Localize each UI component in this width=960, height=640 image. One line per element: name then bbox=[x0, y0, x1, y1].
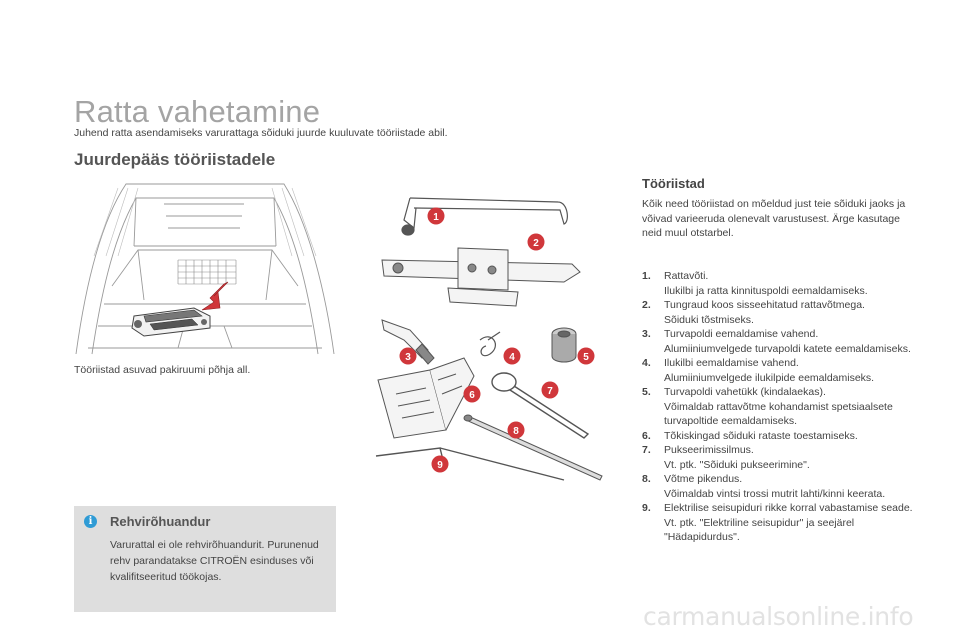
tool-number: 9. bbox=[642, 502, 651, 514]
callout-5: 5 bbox=[583, 352, 589, 363]
hub-cap-tool-icon bbox=[480, 332, 500, 356]
tools-list bbox=[642, 269, 914, 545]
tool-number: 1. bbox=[642, 270, 651, 282]
callout-1: 1 bbox=[433, 212, 439, 223]
tool-detail: Alumiiniumvelgede ilukilpide eemaldamiseks. bbox=[664, 371, 875, 384]
section-title-tool-access: Juurdepääs tööriistadele bbox=[74, 150, 276, 169]
jack-icon bbox=[382, 248, 580, 306]
towing-eye-icon bbox=[492, 373, 588, 438]
callout-2: 2 bbox=[533, 238, 539, 249]
tools-intro: Kõik need tööriistad on mõeldud just teie sõiduki jaoks ja võivad varieeruda olenevalt varustusest. Ärge kasutage neid muul otstarbel. bbox=[642, 198, 906, 239]
tool-item-1 bbox=[642, 269, 914, 298]
tool-number: 3. bbox=[642, 328, 651, 340]
page-subtitle: Juhend ratta asendamiseks varurattaga sõiduki juurde kuuluvate tööriistade abil. bbox=[74, 127, 448, 139]
tool-item-2 bbox=[642, 298, 914, 327]
wheel-chock-icon bbox=[378, 358, 474, 438]
callout-9: 9 bbox=[437, 460, 443, 471]
trunk-image-caption: Tööriistad asuvad pakiruumi põhja all. bbox=[74, 364, 251, 376]
tool-detail: Sõiduki tõstmiseks. bbox=[664, 313, 754, 326]
tool-item-7 bbox=[642, 443, 914, 472]
tool-name: Tõkiskingad sõiduki rataste toestamiseks. bbox=[664, 429, 858, 442]
tools-title: Tööriistad bbox=[642, 176, 705, 191]
trunk-illustration bbox=[74, 176, 336, 356]
info-icon: i bbox=[84, 515, 97, 528]
tool-item-3 bbox=[642, 327, 914, 356]
info-box-text: Varurattal ei ole rehvirõhuandurit. Purunenud rehv parandatakse CITROËN esinduses või kvalifitseeritud töökojas. bbox=[110, 539, 319, 583]
tool-number: 8. bbox=[642, 473, 651, 485]
tool-item-6 bbox=[642, 429, 914, 444]
tool-detail: Võimaldab vintsi trossi mutrit lahti/kinni keerata. bbox=[664, 487, 886, 500]
tool-item-9 bbox=[642, 501, 914, 545]
tool-number: 5. bbox=[642, 386, 651, 398]
tool-name: Võtme pikendus. bbox=[664, 473, 743, 485]
info-box-tpms bbox=[74, 506, 336, 612]
callout-6: 6 bbox=[469, 390, 475, 401]
tool-name: Turvapoldi vahetükk (kindalaekas). bbox=[664, 386, 826, 398]
tool-name: Pukseerimissilmus. bbox=[664, 444, 754, 456]
tool-detail: Vt. ptk. "Sõiduki pukseerimine". bbox=[664, 458, 810, 471]
info-box-title: Rehvirõhuandur bbox=[110, 514, 211, 529]
adapter-icon bbox=[552, 328, 576, 362]
tool-number: 7. bbox=[642, 444, 651, 456]
wheel-wrench-icon bbox=[402, 198, 567, 235]
callout-4: 4 bbox=[509, 352, 515, 363]
tool-item-5 bbox=[642, 385, 914, 429]
extension-bar-icon bbox=[464, 415, 602, 480]
tool-number: 2. bbox=[642, 299, 651, 311]
tool-detail: Vt. ptk. "Elektriline seisupidur" ja seejärel "Hädapidurdus". bbox=[664, 516, 855, 543]
tool-name: Elektrilise seisupiduri rikke korral vabastamise seade. bbox=[664, 502, 913, 514]
callout-3: 3 bbox=[405, 352, 411, 363]
tool-name: Rattavõti. bbox=[664, 270, 709, 282]
tool-number: 4. bbox=[642, 357, 651, 369]
tool-item-8 bbox=[642, 472, 914, 501]
callout-7: 7 bbox=[547, 386, 553, 397]
tool-item-4 bbox=[642, 356, 914, 385]
tool-detail: Alumiiniumvelgede turvapoldi katete eemaldamiseks. bbox=[664, 342, 911, 355]
brake-release-tool-icon bbox=[376, 448, 564, 480]
callout-8: 8 bbox=[513, 426, 519, 437]
tool-name: Turvapoldi eemaldamise vahend. bbox=[664, 328, 819, 340]
tool-name: Tungraud koos sisseehitatud rattavõtmega. bbox=[664, 299, 865, 311]
tool-number: 6. bbox=[642, 429, 651, 442]
watermark: carmanualsonline.info bbox=[643, 602, 914, 631]
tool-detail: Ilukilbi ja ratta kinnituspoldi eemaldamiseks. bbox=[664, 284, 868, 297]
tool-name: Ilukilbi eemaldamise vahend. bbox=[664, 357, 799, 369]
tools-illustration bbox=[368, 180, 610, 485]
page-title: Ratta vahetamine bbox=[74, 94, 321, 129]
tool-detail: Võimaldab rattavõtme kohandamist spetsiaalsete turvapoltide eemaldamiseks. bbox=[664, 400, 893, 427]
